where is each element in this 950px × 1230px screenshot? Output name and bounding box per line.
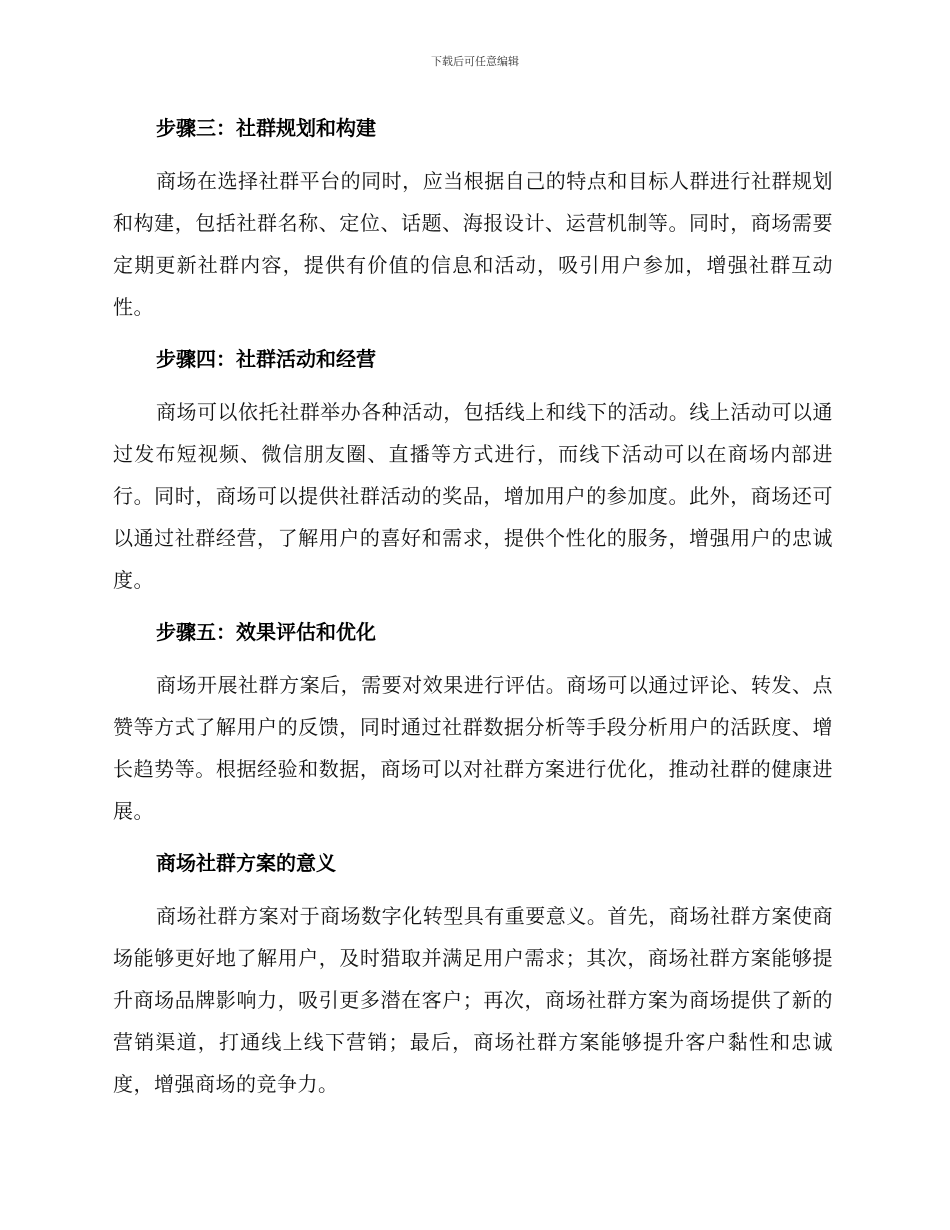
section-paragraph-step-4: 商场可以依托社群举办各种活动，包括线上和线下的活动。线上活动可以通过发布短视频、微信朋友圈、直播等方式进行，而线下活动可以在商场内部进行。同时，商场可以提供社群活动的奖品，增加用户的参加度。此外，商场还可以通过社群经营，了解用户的喜好和需求，提供个性化的服务，增强用户的忠诚度。 [113, 400, 833, 592]
section-heading-step-4: 步骤四：社群活动和经营 [156, 347, 376, 371]
section-paragraph-step-3: 商场在选择社群平台的同时，应当根据自己的特点和目标人群进行社群规划和构建，包括社群名称、定位、话题、海报设计、运营机制等。同时，商场需要定期更新社群内容，提供有价值的信息和活动，吸引用户参加，增强社群互动性。 [113, 169, 833, 319]
section-paragraph-step-5: 商场开展社群方案后，需要对效果进行评估。商场可以通过评论、转发、点赞等方式了解用户的反馈，同时通过社群数据分析等手段分析用户的活跃度、增长趋势等。根据经验和数据，商场可以对社群方案进行优化，推动社群的健康进展。 [113, 673, 833, 823]
section-heading-step-3: 步骤三：社群规划和构建 [156, 116, 376, 140]
section-heading-significance: 商场社群方案的意义 [156, 851, 336, 875]
section-paragraph-significance: 商场社群方案对于商场数字化转型具有重要意义。首先，商场社群方案使商场能够更好地了解用户，及时猎取并满足用户需求；其次，商场社群方案能够提升商场品牌影响力，吸引更多潜在客户；再次，商场社群方案为商场提供了新的营销渠道，打通线上线下营销；最后，商场社群方案能够提升客户黏性和忠诚度，增强商场的竞争力。 [113, 904, 833, 1096]
document-body [113, 108, 833, 1116]
section-heading-step-5: 步骤五：效果评估和优化 [156, 620, 376, 644]
page-header: 下载后可任意编辑 [431, 55, 519, 68]
